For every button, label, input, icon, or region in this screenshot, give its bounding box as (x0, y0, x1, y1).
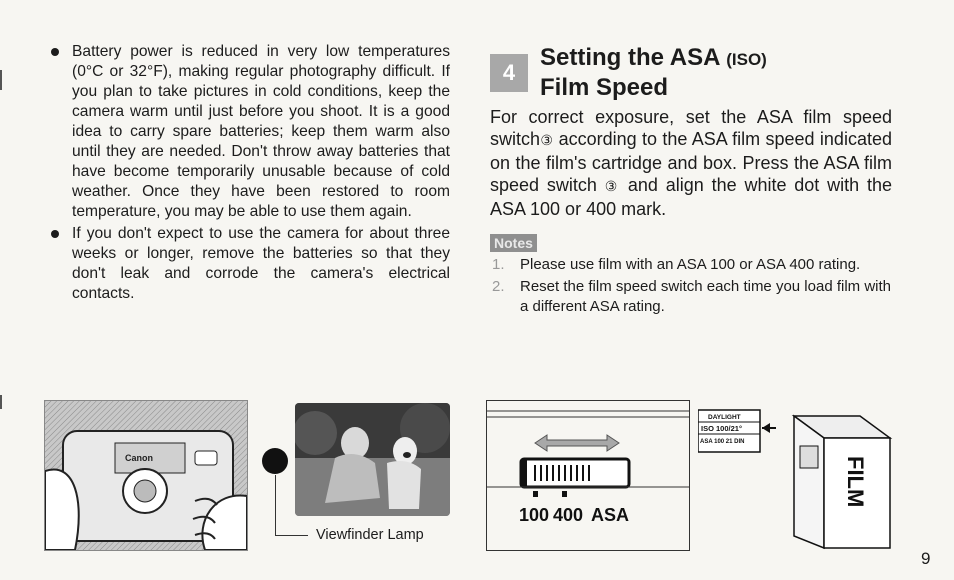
asa-unit-label: ASA (591, 505, 630, 525)
page-edge-mark (0, 70, 2, 90)
note-item (490, 255, 892, 275)
camera-hands-drawing (45, 401, 247, 550)
section-heading (490, 44, 892, 102)
note-text: Reset the film speed switch each time you load film with a different ASA rating. (520, 278, 891, 316)
viewfinder-lamp-caption: Viewfinder Lamp (316, 527, 424, 543)
film-box-drawing (698, 398, 894, 550)
asa-400-mark: 400 (553, 505, 584, 525)
note-number: 1. (492, 256, 505, 274)
bullet-item (48, 42, 450, 222)
cartridge-label-asa: ASA 100 21 DIN (700, 439, 745, 445)
asa-100-mark: 100 (519, 505, 550, 525)
bullet-item (48, 224, 450, 304)
cartridge-label-daylight: DAYLIGHT (708, 414, 741, 421)
intro-paragraph: For correct exposure, set the ASA film speed switch③ according to the ASA film speed indicated on the film's cartridge and box. Press the ASA film speed switch ③ and align the white dot with the ASA 100 or 400 mark. (490, 107, 892, 219)
asa-section (490, 44, 892, 317)
viewfinder-lamp-dot (262, 448, 288, 474)
film-box-text: FILM (843, 456, 868, 508)
page-edge-mark (0, 395, 2, 409)
title-line-1: Setting the ASA (540, 44, 720, 71)
film-box-illustration (698, 398, 894, 550)
bullet-dot (51, 230, 59, 238)
cold-weather-tips (48, 42, 450, 306)
callout-line (275, 475, 308, 536)
notes-label: Notes (490, 234, 537, 252)
asa-switch-drawing (487, 401, 689, 550)
note-number: 2. (492, 278, 505, 296)
circled-ref: ③ (604, 178, 621, 195)
dog-photo-drawing (295, 403, 450, 516)
title-iso: (ISO) (726, 50, 767, 69)
cartridge-label-iso: ISO 100/21° (701, 424, 742, 433)
bullet-text: Battery power is reduced in very low temperatures (0°C or 32°F), making regular photography difficult. If you plan to take pictures in cold conditions, keep the camera warm until just before you shoot. It is a good idea to carry spare batteries; keep them warm also until they are needed. Don't throw away batteries that have become temporarily unusable because of cold weather. Once they have been restored to room temperature, you may be able to use them again. (72, 43, 450, 220)
slide-arrow-icon (535, 435, 619, 451)
camera-hands-illustration (44, 400, 248, 551)
pointer-arrow-icon (762, 423, 770, 433)
bullet-text: If you don't expect to use the camera for about three weeks or longer, remove the batteries so that they don't leak and corrode the camera's electrical contacts. (72, 225, 450, 302)
dog-photo (295, 403, 450, 516)
asa-switch-illustration (486, 400, 690, 551)
title-line-2: Film Speed (540, 74, 669, 101)
camera-brand-label: Canon (125, 453, 153, 463)
step-number-badge: 4 (490, 54, 528, 92)
bullet-dot (51, 48, 59, 56)
note-item (490, 277, 892, 317)
section-title (540, 44, 767, 102)
note-text: Please use film with an ASA 100 or ASA 400 rating. (520, 256, 861, 274)
circled-ref: ③ (540, 132, 554, 149)
page-number: 9 (921, 549, 931, 568)
